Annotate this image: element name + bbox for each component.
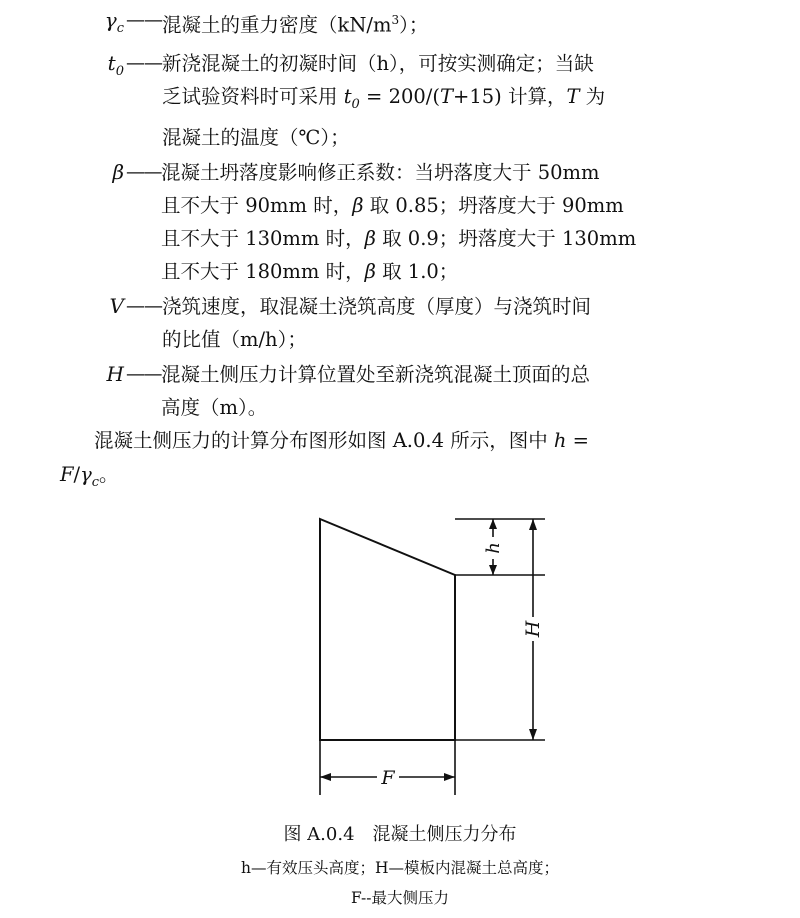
definition-dash: ——: [126, 160, 161, 183]
paragraph-line-2: $F/\gamma_c$。: [60, 463, 119, 490]
definition-text-t0: 新浇混凝土的初凝时间（h），可按实测确定；当缺 乏试验资料时可采用 $t_0 = 200/(T+15)$ 计算，T 为 混凝土的温度（℃）；: [162, 52, 606, 149]
definition-dash: ——: [126, 9, 162, 31]
dim-arrow-h-top: [489, 519, 497, 529]
dim-arrow-H-top: [529, 519, 537, 530]
pressure-distribution-shape: [320, 519, 455, 740]
dim-arrow-h-bottom: [489, 565, 497, 575]
figure-label-H: H: [522, 620, 544, 638]
definition-row-beta: [60, 156, 750, 288]
definition-row-gamma-c: [60, 4, 750, 45]
definition-dash: ——: [126, 362, 161, 385]
definition-dash: ——: [126, 294, 162, 317]
definition-row-h: [60, 358, 750, 424]
dim-arrow-H-bottom: [529, 729, 537, 740]
symbol-t0: $t_0$: [107, 51, 124, 79]
definition-text-v: 浇筑速度，取混凝土浇筑高度（厚度）与浇筑时间 的比值（m/h）；: [162, 294, 592, 351]
definition-text-h-capital: 混凝土侧压力计算位置处至新浇筑混凝土顶面的总 高度（m）。: [161, 362, 591, 419]
figure-caption: [0, 820, 800, 846]
symbol-h-capital: H: [106, 361, 124, 386]
definition-row-t0: [60, 47, 750, 154]
dim-arrow-F-right: [444, 773, 455, 781]
figure-caption-title: 混凝土侧压力分布: [372, 824, 517, 845]
figure-note-line-2: F--最大侧压力: [350, 889, 450, 907]
body-paragraph: [60, 424, 760, 500]
symbol-definition-list: [60, 4, 750, 426]
figure-caption-number: 图 A.0.4: [283, 824, 355, 845]
symbol-gamma-c: $\gamma_c$: [104, 8, 124, 36]
symbol-v: V: [109, 293, 124, 318]
figure-note-line-1: h—有效压头高度；H—模板内混凝土总高度；: [240, 859, 559, 877]
figure-label-F: F: [381, 767, 395, 789]
definition-dash: ——: [126, 52, 162, 74]
definition-text-beta: 混凝土坍落度影响修正系数：当坍落度大于 50mm 且不大于 90mm 时，β 取 0.85；坍落度大于 90mm 且不大于 130mm 时，β 取 0.9；坍落度大于 130mm 且不大于 180mm 时，β 取 1.0；: [161, 160, 637, 283]
definition-row-v: [60, 290, 750, 356]
figure-svg: [0, 505, 800, 825]
figure-label-h: h: [483, 542, 504, 554]
definition-text-gamma-c: 混凝土的重力密度$(kN/m^3)$；: [162, 13, 429, 37]
figure-lateral-pressure-diagram: [0, 505, 800, 825]
dim-arrow-F-left: [320, 773, 331, 781]
symbol-beta: β: [112, 159, 124, 184]
paragraph-line-1: 混凝土侧压力的计算分布图形如图 A.0.4 所示，图中 h =: [94, 429, 589, 452]
